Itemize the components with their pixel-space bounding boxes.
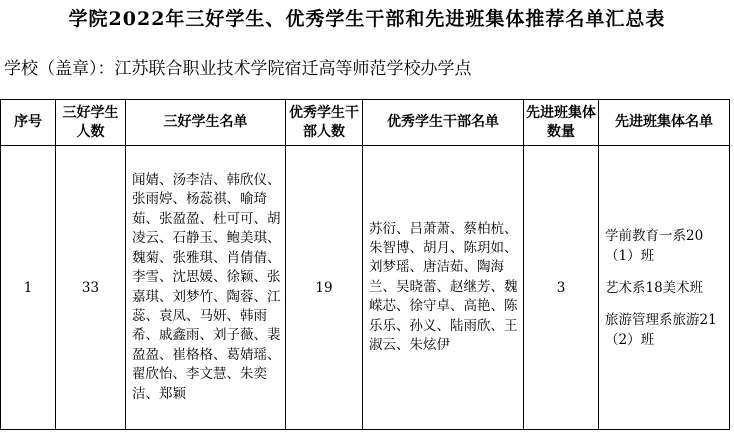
header-cadre-names: 优秀学生干部名单 bbox=[363, 100, 524, 146]
school-line: 学校（盖章）：江苏联合职业技术学院宿迁高等师范学校办学点 bbox=[4, 59, 472, 79]
class-item: 学前教育一系20（1）班 bbox=[605, 227, 704, 264]
recommendation-table bbox=[0, 99, 730, 430]
header-seq: 序号 bbox=[1, 100, 56, 146]
cell-sanhao-names: 闻婧、汤李洁、韩欣仪、张雨婷、杨蕊祺、喻琦茹、张盈盈、杜可可、胡凌云、石静玉、鲍美琪、魏菊、张雅琪、肖倩倩、李雪、沈思媛、徐颖、张嘉琪、刘梦竹、陶蓉、江蕊、袁凤、马妍、韩雨希、戚鑫雨、刘子薇、裴盈盈、崔格格、葛婧瑶、翟欣怡、李文慧、朱奕洁、郑颖 bbox=[126, 146, 286, 430]
document-title: 学院2022年三好学生、优秀学生干部和先进班集体推荐名单汇总表 bbox=[68, 8, 666, 30]
cell-class-count: 3 bbox=[524, 146, 599, 430]
cell-cadre-count: 19 bbox=[286, 146, 363, 430]
header-sanhao-names: 三好学生名单 bbox=[126, 100, 286, 146]
header-row bbox=[1, 100, 730, 146]
cell-cadre-names: 苏衍、吕萧萧、蔡柏杭、朱智博、胡月、陈玥如、刘梦瑶、唐洁茹、陶海兰、吴晓蕾、赵继芳、魏嵘芯、徐守卓、高艳、陈乐乐、孙义、陆雨欣、王淑云、朱炫伊 bbox=[363, 146, 524, 430]
class-item: 艺术系18美术班 bbox=[605, 279, 704, 296]
cell-sanhao-count: 33 bbox=[56, 146, 126, 430]
header-class-names: 先进班集体名单 bbox=[599, 100, 730, 146]
cell-seq: 1 bbox=[1, 146, 56, 430]
header-class-count: 先进班集体数量 bbox=[524, 100, 599, 146]
header-sanhao-count: 三好学生人数 bbox=[56, 100, 126, 146]
cell-class-names bbox=[599, 146, 730, 430]
header-cadre-count: 优秀学生干部人数 bbox=[286, 100, 363, 146]
class-item: 旅游管理系旅游21（2）班 bbox=[605, 311, 717, 348]
table-row bbox=[1, 146, 730, 430]
